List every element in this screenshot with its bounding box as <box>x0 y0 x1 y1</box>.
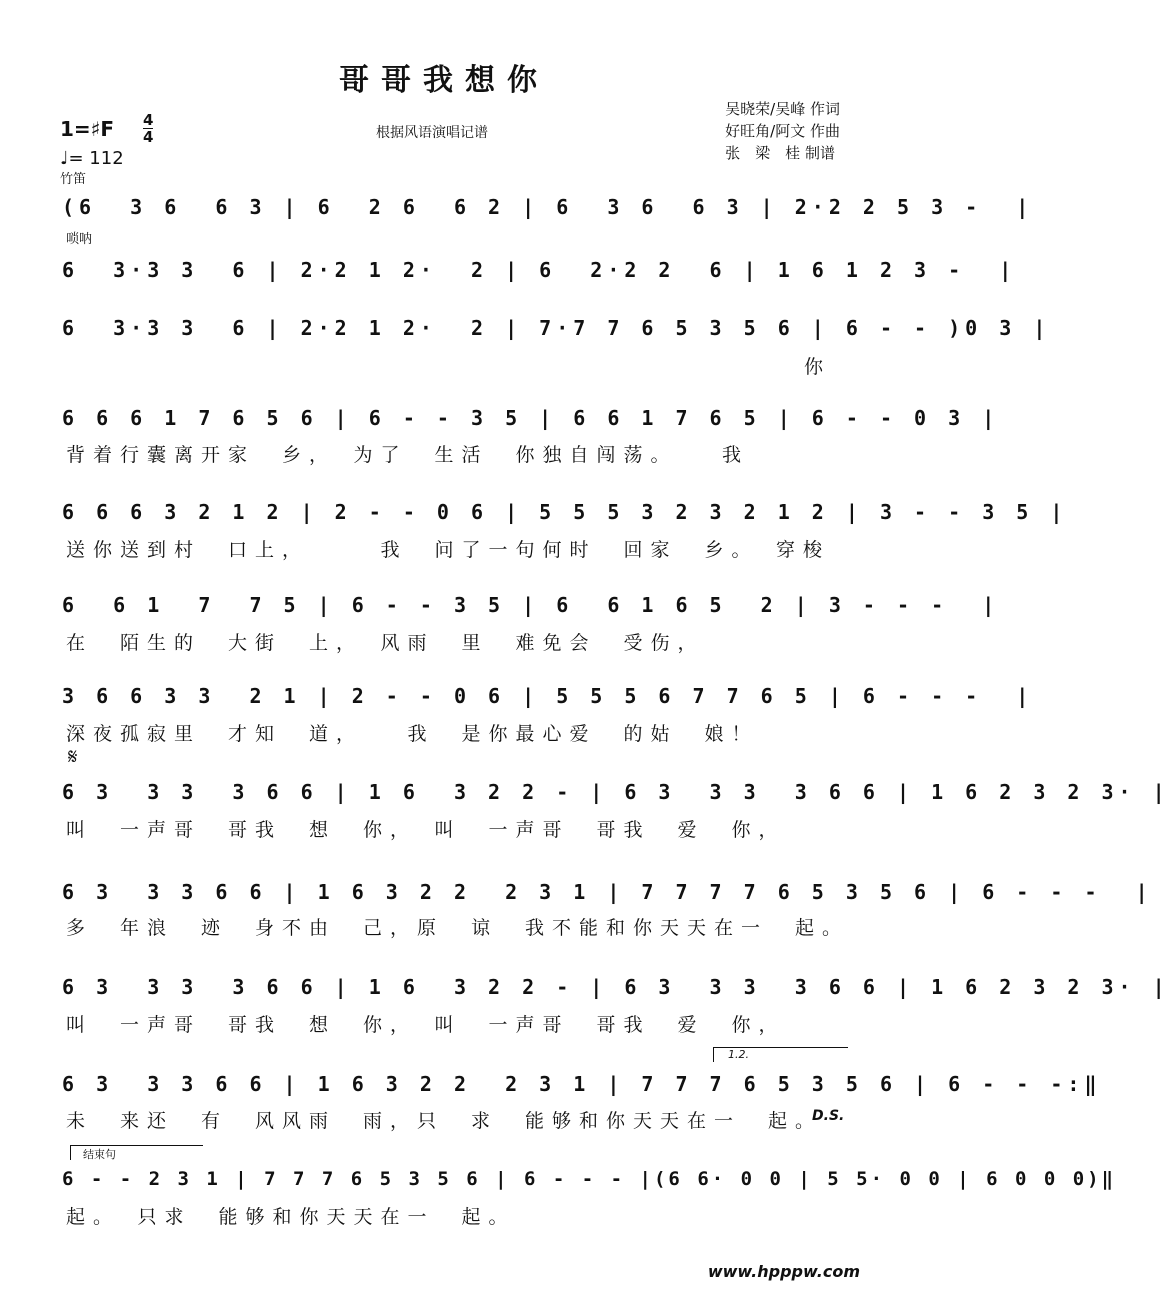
lyrics-line-11: 未 来还 有 风风雨 雨，只 求 能够和你天天在一 起。 <box>66 1110 823 1132</box>
time-signature-bottom: 4 <box>143 128 154 146</box>
lyrics-line-6: 在 陌生的 大街 上， 风雨 里 难免会 受伤， <box>66 632 705 654</box>
notation-line-10: 6 3 3 3 3 6 6 | 1 6 3 2 2 - | 6 3 3 3 3 6 6 | 1 6 2 3 2 3· | <box>62 975 1170 999</box>
lyrics-line-4: 背着行囊离开家 乡， 为了 生活 你独自闯荡。 我 <box>66 444 750 466</box>
notation-line-1: (6 3 6 6 3 | 6 2 6 6 2 | 6 3 6 6 3 | 2·2 2 5 3 - | <box>62 195 1034 219</box>
lyrics-line-7: 深夜孤寂里 才知 道， 我 是你最心爱 的姑 娘！ <box>66 723 759 745</box>
notation-line-4: 6 6 6 1 7 6 5 6 | 6 - - 3 5 | 6 6 1 7 6 5 | 6 - - 0 3 | <box>62 406 1000 430</box>
lyrics-line-3: 你 <box>804 356 832 378</box>
song-title: 哥哥我想你 <box>339 63 549 98</box>
segno-sign: 𝄋 <box>68 745 78 770</box>
first-second-ending-bracket <box>713 1047 848 1062</box>
volta-label: 1.2. <box>728 1048 749 1061</box>
arranger-credit: 张 梁 桂 制谱 <box>725 144 835 162</box>
transcription-note: 根据风语演唱记谱 <box>376 125 488 141</box>
notation-line-9: 6 3 3 3 6 6 | 1 6 3 2 2 2 3 1 | 7 7 7 7 6 5 3 5 6 | 6 - - - | <box>62 880 1153 904</box>
composer-credit: 好旺角/阿文 作曲 <box>725 122 840 140</box>
coda-ending-bracket <box>70 1145 203 1160</box>
lyricist-credit: 吴晓荣/吴峰 作词 <box>725 100 840 118</box>
lyrics-line-9: 多 年浪 迹 身不由 己，原 谅 我不能和你天天在一 起。 <box>66 917 850 939</box>
notation-line-5: 6 6 6 3 2 1 2 | 2 - - 0 6 | 5 5 5 3 2 3 2 1 2 | 3 - - 3 5 | <box>62 500 1068 524</box>
instrument-suona: 唢呐 <box>66 232 93 247</box>
notation-line-8: 6 3 3 3 3 6 6 | 1 6 3 2 2 - | 6 3 3 3 3 6 6 | 1 6 2 3 2 3· | <box>62 780 1170 804</box>
tempo-marking: ♩= 112 <box>60 148 124 169</box>
lyrics-line-10: 叫 一声哥 哥我 想 你， 叫 一声哥 哥我 爱 你， <box>66 1014 786 1036</box>
notation-line-12: 6 - - 2 3 1 | 7 7 7 6 5 3 5 6 | 6 - - - |(6 6· 0 0 | 5 5· 0 0 | 6 0 0 0)‖ <box>62 1168 1117 1190</box>
notation-line-3: 6 3·3 3 6 | 2·2 1 2· 2 | 7·7 7 6 5 3 5 6 | 6 - - )0 3 | <box>62 316 1051 340</box>
notation-line-6: 6 6 1 7 7 5 | 6 - - 3 5 | 6 6 1 6 5 2 | 3 - - - | <box>62 593 1000 617</box>
notation-line-7: 3 6 6 3 3 2 1 | 2 - - 0 6 | 5 5 5 6 7 7 6 5 | 6 - - - | <box>62 684 1034 708</box>
lyrics-line-12: 起。 只求 能够和你天天在一 起。 <box>66 1206 516 1228</box>
site-watermark: www.hpppw.com <box>707 1262 860 1281</box>
lyrics-line-5: 送你送到村 口上， 我 问了一句何时 回家 乡。 穿梭 <box>66 539 831 561</box>
ending-label: 结束句 <box>83 1148 116 1161</box>
time-signature-top: 4 <box>143 111 154 129</box>
dal-segno-mark: D.S. <box>812 1108 845 1124</box>
lyrics-line-8: 叫 一声哥 哥我 想 你， 叫 一声哥 哥我 爱 你， <box>66 819 786 841</box>
credits <box>725 98 840 164</box>
instrument-flute: 竹笛 <box>60 172 87 187</box>
notation-line-2: 6 3·3 3 6 | 2·2 1 2· 2 | 6 2·2 2 6 | 1 6 1 2 3 - | <box>62 258 1017 282</box>
time-signature <box>143 112 153 145</box>
key-signature: 1=♯F <box>60 117 115 141</box>
notation-line-11: 6 3 3 3 6 6 | 1 6 3 2 2 2 3 1 | 7 7 7 6 5 3 5 6 | 6 - - -:‖ <box>62 1072 1102 1096</box>
